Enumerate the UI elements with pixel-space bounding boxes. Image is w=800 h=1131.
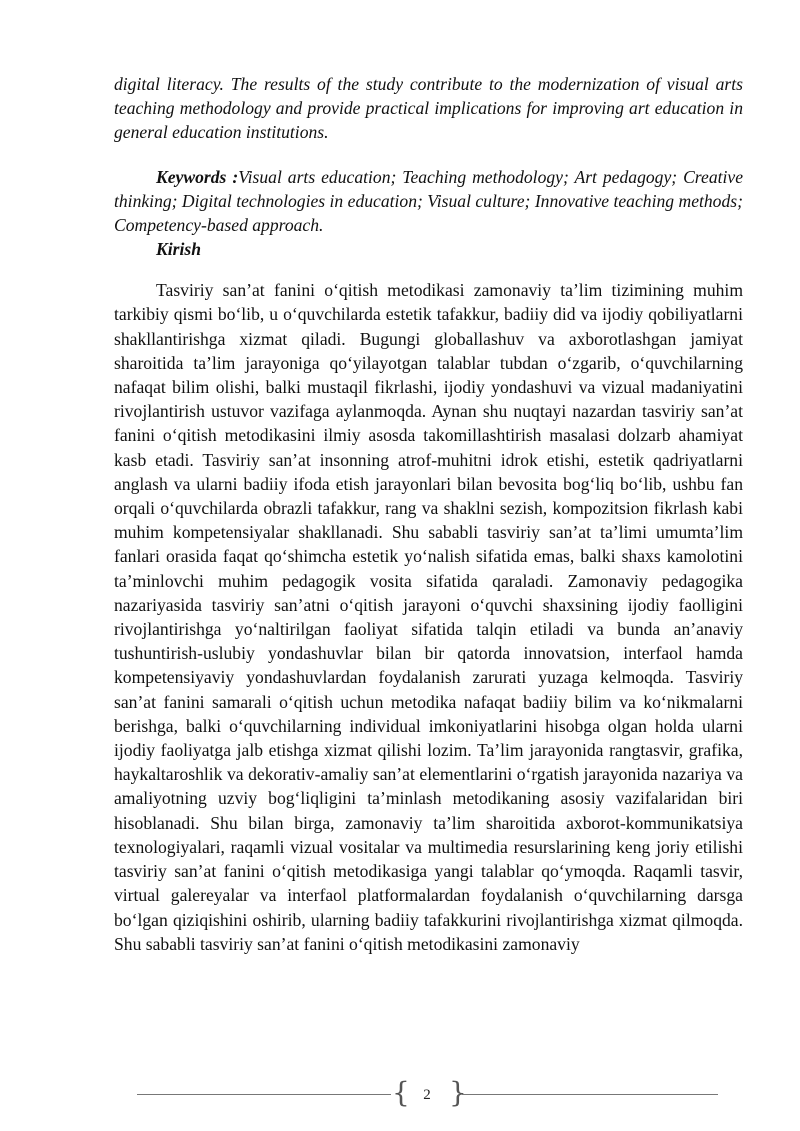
keywords-text: Visual arts education; Teaching methodology; Art pedagogy; Creative thinking; Digital technologies in education; Visual culture; Innovative teaching methods; Competency-based approach. <box>114 166 744 236</box>
page-body <box>114 72 743 956</box>
page-footer <box>0 1075 800 1115</box>
section-heading: Kirish <box>156 239 201 260</box>
right-brace-ornament: } <box>449 1076 467 1109</box>
footer-rule-right <box>462 1094 718 1095</box>
intro-paragraph: Tasviriy san’at fanini o‘qitish metodikasi zamonaviy ta’lim tizimining muhim tarkibiy qismi bo‘lib, u o‘quvchilarda estetik tafakkur, badiiy did va ijodiy qobiliyatlarni shakllantirishga xizmat qiladi. Bugungi globallashuv va axborotlashgan jamiyat sharoitida ta’lim jarayoniga qo‘yilayotgan talablar tubdan o‘zgarib, o‘quvchilarning nafaqat bilim olishi, balki mustaqil fikrlashi, ijodiy yondashuvi va vizual madaniyatini rivojlantirish ustuvor vazifaga aylanmoqda. Aynan shu nuqtayi nazardan tasviriy san’at fanini o‘qitish metodikasini ilmiy asosda takomillashtirish masalasi dolzarb ahamiyat kasb etadi. Tasviriy san’at insonning atrof-muhitni idrok etishi, estetik qadriyatlarni anglash va ularni badiiy ifoda etish jarayonlari bilan bevosita bog‘liq bo‘lib, ushbu fan orqali o‘quvchilarda obrazli tafakkur, rang va shaklni sezish, kompozitsion fikrlash kabi muhim kompetensiyalar shakllanadi. Shu sababli tasviriy san’at ta’limi umumta’lim fanlari orasida faqat qo‘shimcha estetik yo‘nalish sifatida emas, balki shaxs kamolotini ta’minlovchi muhim pedagogik vosita sifatida qaraladi. Zamonaviy pedagogika nazariyasida tasviriy san’atni o‘qitish jarayoni o‘quvchi shaxsining ijodiy faolligini rivojlantirishga yo‘naltirilgan faoliyat sifatida talqin etiladi va bunda an’anaviy tushuntirish-uslubiy yondashuvlar bilan bir qatorda innovatsion, interfaol hamda kompetensiyaviy yondashuvlardan foydalanish zarurati yuzaga kelmoqda. Tasviriy san’at fanini samarali o‘qitish uchun metodika nafaqat badiiy bilim va ko‘nikmalarni berishga, balki o‘quvchilarning individual imkoniyatlarini hisobga olgan holda ularni ijodiy faoliyatga jalb etishga xizmat qilishi lozim. Ta’lim jarayonida rangtasvir, grafika, haykaltaroshlik va dekorativ-amaliy san’at elementlarini o‘rgatish jarayonida nazariya va amaliyotning uzviy bog‘liqligini ta’minlash metodikaning asosiy vazifalaridan biri hisoblanadi. Shu bilan birga, zamonaviy ta’lim sharoitida axborot-kommunikatsiya texnologiyalari, raqamli vizual vositalar va multimedia resurslarining keng joriy etilishi tasviriy san’at fanini o‘qitish metodikasiga yangi talablar qo‘ymoqda. Raqamli tasvir, virtual galereyalar va interfaol platformalardan foydalanish o‘quvchilarning darsga bo‘lgan qiziqishini oshirib, ularning badiiy tafakkurini rivojlantirishga xizmat qilmoqda. Shu sababli tasviriy san’at fanini o‘qitish metodikasini zamonaviy <box>114 280 743 954</box>
keywords-label: Keywords : <box>156 166 239 187</box>
keywords-paragraph <box>114 165 743 238</box>
page-number: 2 <box>423 1087 431 1103</box>
abstract-tail: digital literacy. The results of the study contribute to the modernization of visual arts teaching methodology and provide practical implications for improving art education in general education institutions. <box>114 74 743 143</box>
footer-rule-left <box>137 1094 391 1095</box>
left-brace-ornament: { <box>392 1076 410 1109</box>
